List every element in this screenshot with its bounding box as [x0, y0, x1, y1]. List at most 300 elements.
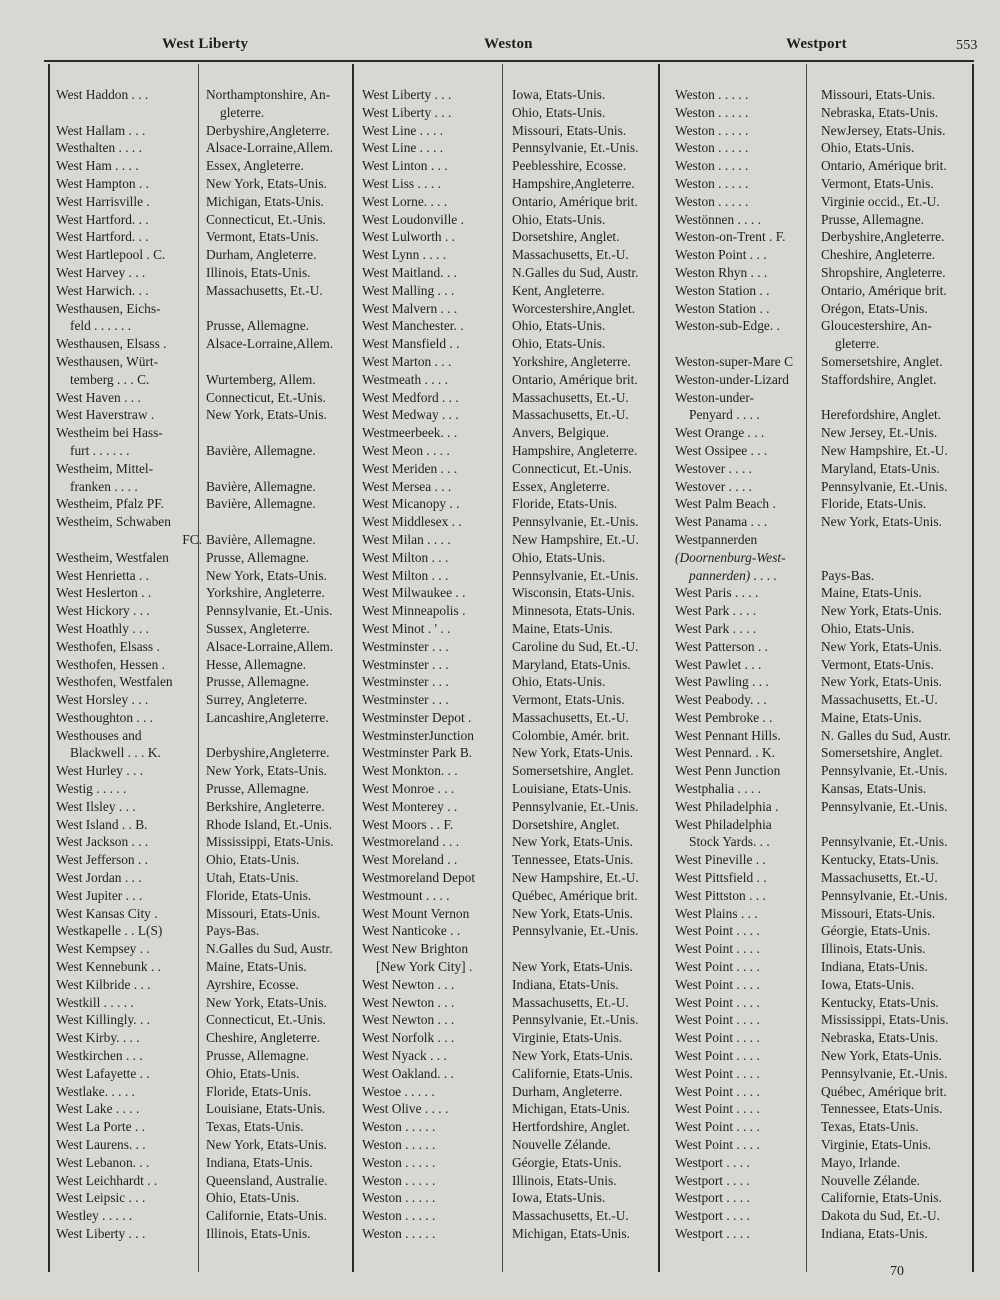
- gazetteer-entry: [675, 282, 951, 300]
- place-name: West Pawling . . .: [675, 674, 769, 690]
- gazetteer-entry: [56, 264, 334, 282]
- gazetteer-entry: [675, 228, 951, 246]
- gazetteer-entry: [675, 584, 951, 602]
- place-location: Massachusetts, Et.-U.: [512, 407, 629, 423]
- place-name: West Milton . . .: [362, 549, 449, 565]
- gazetteer-entry: [362, 673, 639, 691]
- gazetteer-entry: [56, 246, 334, 264]
- gazetteer-entry: [56, 584, 334, 602]
- place-name: Westover . . . .: [675, 478, 753, 494]
- gazetteer-entry: [56, 1189, 334, 1207]
- place-name: Blackwell . . . K.: [70, 745, 161, 761]
- place-location: Connecticut, Et.-Unis.: [512, 460, 632, 476]
- gazetteer-entry: [362, 869, 639, 887]
- place-location: Vermont, Etats-Unis.: [821, 656, 934, 672]
- place-location: Ohio, Etats-Unis.: [206, 1190, 300, 1206]
- place-name: Weston Station . .: [675, 282, 770, 298]
- place-name: [56, 104, 206, 122]
- place-location: Ontario, Amérique brit.: [821, 282, 947, 298]
- place-location: Illinois, Etats-Unis.: [512, 1172, 617, 1188]
- page-number: 553: [956, 38, 978, 53]
- gazetteer-entry: [56, 478, 334, 496]
- place-location: Vermont, Etats-Unis.: [512, 692, 625, 708]
- place-location: Mayo, Irlande.: [821, 1154, 901, 1170]
- place-location: Maine, Etats-Unis.: [821, 585, 922, 601]
- place-location: Kansas, Etats-Unis.: [821, 781, 927, 797]
- place-location: Michigan, Etats-Unis.: [512, 1101, 630, 1117]
- gazetteer-entry: [362, 424, 639, 442]
- place-name: Westlake. . . . .: [56, 1083, 135, 1099]
- gazetteer-entry: [362, 709, 639, 727]
- place-name: Weston . . . . .: [362, 1137, 436, 1153]
- place-name: West Kennebunk . .: [56, 959, 161, 975]
- gazetteer-entry: [675, 1136, 951, 1154]
- place-name: West Ossipee . . .: [675, 442, 768, 458]
- place-name: West Hallam . . .: [56, 122, 146, 138]
- place-name: West Maitland. . .: [362, 264, 457, 280]
- place-name: West Pawlet . . .: [675, 656, 762, 672]
- gazetteer-entry: [362, 833, 639, 851]
- gazetteer-entry: [56, 122, 334, 140]
- place-location: Dorsetshire, Anglet.: [512, 229, 620, 245]
- place-name: Weston-under-Lizard: [675, 371, 789, 387]
- place-name: West Kilbride . . .: [56, 976, 151, 992]
- place-name: West Hoathly . . .: [56, 620, 150, 636]
- place-location: Essex, Angleterre.: [206, 158, 304, 174]
- place-location: Wisconsin, Etats-Unis.: [512, 585, 635, 601]
- place-location: Caroline du Sud, Et.-U.: [512, 638, 639, 654]
- gazetteer-entry: [56, 994, 334, 1012]
- place-location: Kent, Angleterre.: [512, 282, 605, 298]
- place-location: Missouri, Etats-Unis.: [821, 905, 936, 921]
- place-location: Floride, Etats-Unis.: [512, 496, 618, 512]
- gazetteer-entry: [56, 406, 334, 424]
- gazetteer-entry: [362, 994, 639, 1012]
- place-location: New York, Etats-Unis.: [206, 407, 327, 423]
- gazetteer-entry: [675, 567, 951, 585]
- running-header-left: West Liberty: [162, 36, 249, 52]
- place-location: Yorkshire, Angleterre.: [206, 585, 325, 601]
- gazetteer-entry: [362, 691, 639, 709]
- place-location: gleterre.: [220, 104, 265, 120]
- gazetteer-entry: [675, 175, 951, 193]
- place-name: West Hickory . . .: [56, 603, 150, 619]
- gazetteer-entry: [675, 1154, 951, 1172]
- place-location: Bavière, Allemagne.: [206, 442, 316, 458]
- place-location: Bavière, Allemagne.: [206, 478, 316, 494]
- place-name: pannerden) . . . .: [689, 567, 778, 583]
- place-name: West Milan . . . .: [362, 531, 451, 547]
- place-name: Westover . . . .: [675, 460, 753, 476]
- place-name: West Newton . . .: [362, 1012, 455, 1028]
- place-name: Westhofen, Elsass .: [56, 638, 160, 654]
- gazetteer-entry: [56, 762, 334, 780]
- gazetteer-entry: [56, 1083, 334, 1101]
- gazetteer-entry: [362, 905, 639, 923]
- place-name: Westport . . . .: [675, 1208, 750, 1224]
- place-name: Weston-super-Mare C: [675, 353, 794, 369]
- place-location: Ohio, Etats-Unis.: [512, 674, 606, 690]
- gazetteer-entry: [56, 513, 334, 531]
- gazetteer-entry: [675, 869, 951, 887]
- place-location: Massachusetts, Et.-U.: [512, 247, 629, 263]
- place-name: Westport . . . .: [675, 1154, 750, 1170]
- gazetteer-entry: [675, 905, 951, 923]
- gazetteer-entry: [675, 1225, 951, 1243]
- place-location: Pennsylvanie, Et.-Unis.: [821, 763, 948, 779]
- place-name: West Jordan . . .: [56, 870, 142, 886]
- place-location: Massachusetts, Et.-U.: [512, 994, 629, 1010]
- place-name: West Mansfield . .: [362, 336, 460, 352]
- place-location: Vermont, Etats-Unis.: [206, 229, 319, 245]
- place-name: Westhofen, Westfalen: [56, 674, 173, 690]
- place-name: Westhausen, Eichs-: [56, 300, 161, 316]
- gazetteer-entry: [362, 317, 639, 335]
- place-location: N.Galles du Sud, Austr.: [206, 941, 333, 957]
- gazetteer-entry: [56, 1225, 334, 1243]
- gazetteer-entry: [675, 851, 951, 869]
- place-name: West Pennant Hills.: [675, 727, 781, 743]
- gazetteer-entry: [675, 246, 951, 264]
- place-name: West Laurens. . .: [56, 1137, 146, 1153]
- place-name: Westmoreland . . .: [362, 834, 460, 850]
- place-name: West Newton . . .: [362, 976, 455, 992]
- gazetteer-entry: [362, 282, 639, 300]
- gazetteer-entry: [362, 1118, 639, 1136]
- gazetteer-entry: [56, 1029, 334, 1047]
- place-location: Berkshire, Angleterre.: [206, 798, 325, 814]
- place-name: West Lebanon. . .: [56, 1154, 150, 1170]
- column-rule: [972, 64, 974, 1272]
- gazetteer-entry: [56, 869, 334, 887]
- place-name: West Marton . . .: [362, 353, 452, 369]
- place-name: Weston . . . . .: [362, 1154, 436, 1170]
- place-location: Tennessee, Etats-Unis.: [512, 852, 634, 868]
- gazetteer-entry: [56, 673, 334, 691]
- place-location: Ohio, Etats-Unis.: [206, 852, 300, 868]
- place-name: West Point . . . .: [675, 1083, 760, 1099]
- place-location: New Hampshire, Et.-U.: [512, 531, 639, 547]
- gazetteer-entry: [56, 175, 334, 193]
- place-location: New York, Etats-Unis.: [512, 905, 633, 921]
- place-location: Connecticut, Et.-Unis.: [206, 1012, 326, 1028]
- place-location: Floride, Etats-Unis.: [821, 496, 927, 512]
- place-name: Westmeath . . . .: [362, 371, 448, 387]
- gazetteer-entry: [56, 193, 334, 211]
- place-location: Nouvelle Zélande.: [821, 1172, 920, 1188]
- gazetteer-entry: [675, 371, 951, 389]
- place-name: West Point . . . .: [675, 1101, 760, 1117]
- gazetteer-entry: [56, 1047, 334, 1065]
- place-location: Pennsylvanie, Et.-Unis.: [512, 567, 639, 583]
- place-name: Weston . . . . .: [675, 104, 749, 120]
- place-name: West Lynn . . . .: [362, 247, 447, 263]
- gazetteer-entry: [675, 976, 951, 994]
- place-location: Californie, Etats-Unis.: [206, 1208, 327, 1224]
- place-name: Westhoughton . . .: [56, 709, 154, 725]
- place-name: furt . . . . . .: [70, 442, 130, 458]
- place-location: Géorgie, Etats-Unis.: [821, 923, 931, 939]
- place-location: New York, Etats-Unis.: [206, 175, 327, 191]
- gazetteer-entry: [56, 104, 334, 122]
- place-location: NewJersey, Etats-Unis.: [821, 122, 946, 138]
- place-location: Pennsylvanie, Et.-Unis.: [821, 887, 948, 903]
- gazetteer-entry: [56, 780, 334, 798]
- place-name: West Oakland. . .: [362, 1065, 454, 1081]
- place-name: Penyard . . . .: [689, 407, 760, 423]
- running-header-right: Westport: [786, 36, 847, 52]
- place-name: West Nanticoke . .: [362, 923, 461, 939]
- place-name: West Jackson . . .: [56, 834, 149, 850]
- place-location: New York, Etats-Unis.: [821, 674, 942, 690]
- place-name: Westmeerbeek. . .: [362, 425, 458, 441]
- place-name: West Pineville . .: [675, 852, 766, 868]
- place-name: West Monterey . .: [362, 798, 458, 814]
- place-location: Hampshire, Angleterre.: [512, 442, 638, 458]
- gazetteer-entry: [675, 1172, 951, 1190]
- gazetteer-entry: [675, 1207, 951, 1225]
- place-name: West Killingly. . .: [56, 1012, 151, 1028]
- gazetteer-entry: [362, 816, 639, 834]
- gazetteer-entry: [56, 460, 334, 478]
- gazetteer-entry: [362, 584, 639, 602]
- gazetteer-entry: [362, 193, 639, 211]
- gazetteer-entry: [675, 478, 951, 496]
- place-location: Lancashire,Angleterre.: [206, 709, 329, 725]
- gazetteer-entry: [56, 744, 334, 762]
- gazetteer-entry: [675, 1029, 951, 1047]
- place-location: Gloucestershire, An-: [821, 318, 932, 334]
- place-name: West Palm Beach .: [675, 496, 776, 512]
- place-location: Worcestershire,Anglet.: [512, 300, 636, 316]
- place-location: Anvers, Belgique.: [512, 425, 610, 441]
- gazetteer-column-1: [56, 86, 334, 1243]
- place-name: West Pennard. . K.: [675, 745, 776, 761]
- place-name: [675, 335, 821, 353]
- gazetteer-entry: [362, 353, 639, 371]
- gazetteer-entry: [362, 1136, 639, 1154]
- place-location: Missouri, Etats-Unis.: [821, 87, 936, 102]
- gazetteer-entry: [362, 139, 639, 157]
- place-location: Iowa, Etats-Unis.: [821, 976, 915, 992]
- place-name: West Lulworth . .: [362, 229, 456, 245]
- place-name: Westoe . . . . .: [362, 1083, 435, 1099]
- place-name: Westhausen, Würt-: [56, 353, 159, 369]
- place-name: Westhofen, Hessen .: [56, 656, 165, 672]
- gazetteer-entry: [675, 1118, 951, 1136]
- gazetteer-entry: [56, 602, 334, 620]
- place-name: Stock Yards. . .: [689, 834, 770, 850]
- place-location: Peeblesshire, Ecosse.: [512, 158, 627, 174]
- place-name: feld . . . . . .: [70, 318, 131, 334]
- place-name: (Doornenburg-West-: [675, 549, 786, 565]
- place-location: New York, Etats-Unis.: [206, 763, 327, 779]
- place-location: Pennsylvanie, Et.-Unis.: [821, 478, 948, 494]
- place-location: Maryland, Etats-Unis.: [821, 460, 940, 476]
- place-name: Westminster . . .: [362, 674, 449, 690]
- place-location: Indiana, Etats-Unis.: [821, 959, 928, 975]
- place-name: West Point . . . .: [675, 923, 760, 939]
- place-name: West Heslerton . .: [56, 585, 152, 601]
- place-location: Texas, Etats-Unis.: [821, 1119, 919, 1135]
- place-location: Alsace-Lorraine,Allem.: [206, 638, 334, 654]
- gazetteer-entry: [675, 406, 951, 424]
- place-location: Nouvelle Zélande.: [512, 1137, 611, 1153]
- place-location: Somersetshire, Anglet.: [512, 763, 634, 779]
- gazetteer-column-2: [362, 86, 639, 1243]
- place-name: West Philadelphia .: [675, 798, 779, 814]
- place-name: West Island . . B.: [56, 816, 148, 832]
- place-name: Weston . . . . .: [362, 1226, 436, 1241]
- place-name: West Meon . . . .: [362, 442, 450, 458]
- place-location: Pennsylvanie, Et.-Unis.: [821, 798, 948, 814]
- place-location: New Jersey, Et.-Unis.: [821, 425, 938, 441]
- gazetteer-entry: [56, 922, 334, 940]
- place-name: West Nyack . . .: [362, 1048, 447, 1064]
- gazetteer-entry: [675, 139, 951, 157]
- place-name: West New Brighton: [362, 941, 469, 957]
- gazetteer-entry: [675, 816, 951, 834]
- place-location: Floride, Etats-Unis.: [206, 887, 312, 903]
- gazetteer-entry: [56, 656, 334, 674]
- gazetteer-entry: [362, 442, 639, 460]
- place-location: Michigan, Etats-Unis.: [206, 193, 324, 209]
- place-name: FC.: [182, 531, 202, 547]
- place-name: Westheim, Mittel-: [56, 460, 154, 476]
- place-location: Connecticut, Et.-Unis.: [206, 211, 326, 227]
- place-location: Indiana, Etats-Unis.: [206, 1154, 313, 1170]
- gazetteer-entry: [362, 1225, 639, 1243]
- gazetteer-entry: [675, 638, 951, 656]
- place-location: Pennsylvanie, Et.-Unis.: [512, 140, 639, 156]
- place-location: Ohio, Etats-Unis.: [512, 549, 606, 565]
- gazetteer-entry: [362, 122, 639, 140]
- place-location: Ontario, Amérique brit.: [821, 158, 947, 174]
- gazetteer-entry: [362, 887, 639, 905]
- place-name: West Pembroke . .: [675, 709, 773, 725]
- gazetteer-entry: [56, 816, 334, 834]
- place-location: New York, Etats-Unis.: [206, 567, 327, 583]
- place-name: Westhouses and: [56, 727, 142, 743]
- place-name: West Lorne. . . .: [362, 193, 448, 209]
- place-name: West Mersea . . .: [362, 478, 452, 494]
- gazetteer-entry: [675, 887, 951, 905]
- place-location: Michigan, Etats-Unis.: [512, 1226, 630, 1241]
- place-name: West Liss . . . .: [362, 175, 441, 191]
- gazetteer-entry: [362, 656, 639, 674]
- place-name: West Orange . . .: [675, 425, 765, 441]
- place-name: West Moreland . .: [362, 852, 458, 868]
- gazetteer-entry: [675, 1100, 951, 1118]
- place-name: West Norfolk . . .: [362, 1030, 455, 1046]
- place-name: West Leichhardt . .: [56, 1172, 158, 1188]
- place-location: Cheshire, Angleterre.: [821, 247, 936, 263]
- gazetteer-entry: [362, 86, 639, 104]
- place-location: Kentucky, Etats-Unis.: [821, 852, 939, 868]
- place-name: West Point . . . .: [675, 1137, 760, 1153]
- gazetteer-entry: [56, 1100, 334, 1118]
- gazetteer-entry: [675, 958, 951, 976]
- gazetteer-entry: [675, 300, 951, 318]
- gazetteer-entry: [362, 104, 639, 122]
- place-location: Herefordshire, Anglet.: [821, 407, 942, 423]
- place-location: Missouri, Etats-Unis.: [512, 122, 627, 138]
- place-location: Pennsylvanie, Et.-Unis.: [821, 1065, 948, 1081]
- place-location: Somersetshire, Anglet.: [821, 745, 943, 761]
- place-name: Westkill . . . . .: [56, 994, 134, 1010]
- place-location: N.Galles du Sud, Austr.: [512, 264, 639, 280]
- gazetteer-entry: [675, 798, 951, 816]
- place-location: Maine, Etats-Unis.: [206, 959, 307, 975]
- gazetteer-entry: [675, 744, 951, 762]
- place-name: West Plains . . .: [675, 905, 758, 921]
- place-location: Massachusetts, Et.-U.: [512, 709, 629, 725]
- gazetteer-entry: [362, 157, 639, 175]
- gazetteer-entry: [362, 798, 639, 816]
- place-location: Wurtemberg, Allem.: [206, 371, 316, 387]
- place-name: West Point . . . .: [675, 959, 760, 975]
- place-location: Illinois, Etats-Unis.: [206, 1226, 311, 1241]
- gazetteer-entry: [362, 762, 639, 780]
- gazetteer-entry: [675, 656, 951, 674]
- place-location: Pennsylvanie, Et.-Unis.: [512, 1012, 639, 1028]
- place-location: Ontario, Amérique brit.: [512, 193, 638, 209]
- gazetteer-entry: [56, 353, 334, 371]
- place-name: West Panama . . .: [675, 514, 768, 530]
- gazetteer-entry: [675, 335, 951, 353]
- place-location: Tennessee, Etats-Unis.: [821, 1101, 943, 1117]
- place-location: Pays-Bas.: [206, 923, 260, 939]
- place-name: West Liberty . . .: [362, 104, 452, 120]
- place-name: Westpannerden: [675, 531, 758, 547]
- place-location: Cheshire, Angleterre.: [206, 1030, 321, 1046]
- gazetteer-entry: [675, 833, 951, 851]
- place-name: Weston Station . .: [675, 300, 770, 316]
- place-location: New York, Etats-Unis.: [512, 959, 633, 975]
- gazetteer-entry: [56, 424, 334, 442]
- place-name: Weston . . . . .: [675, 175, 749, 191]
- place-location: Prusse, Allemagne.: [206, 549, 310, 565]
- gazetteer-entry: [362, 175, 639, 193]
- gazetteer-entry: [362, 531, 639, 549]
- place-location: Virginie occid., Et.-U.: [821, 193, 940, 209]
- place-name: Westminster Park B.: [362, 745, 473, 761]
- place-location: Massachusetts, Et.-U.: [206, 282, 323, 298]
- place-name: Westminster . . .: [362, 692, 449, 708]
- place-location: Prusse, Allemagne.: [821, 211, 925, 227]
- place-name: Westminster Depot .: [362, 709, 472, 725]
- place-name: West Manchester. .: [362, 318, 464, 334]
- gazetteer-entry: [675, 1047, 951, 1065]
- gazetteer-entry: [362, 1047, 639, 1065]
- place-location: Ohio, Etats-Unis.: [512, 211, 606, 227]
- place-name: West Haverstraw .: [56, 407, 155, 423]
- place-location: Ohio, Etats-Unis.: [206, 1065, 300, 1081]
- place-name: West Middlesex . .: [362, 514, 462, 530]
- place-location: New York, Etats-Unis.: [821, 603, 942, 619]
- gazetteer-entry: [675, 709, 951, 727]
- place-location: Surrey, Angleterre.: [206, 692, 308, 708]
- place-location: N. Galles du Sud, Austr.: [821, 727, 951, 743]
- column-rule: [352, 64, 354, 1272]
- gazetteer-entry: [56, 709, 334, 727]
- place-name: West Point . . . .: [675, 994, 760, 1010]
- place-name: West Paris . . . .: [675, 585, 759, 601]
- gazetteer-entry: [362, 389, 639, 407]
- place-location: Pays-Bas.: [821, 567, 875, 583]
- place-name: West Park . . . .: [675, 603, 757, 619]
- place-name: West Minneapolis .: [362, 603, 466, 619]
